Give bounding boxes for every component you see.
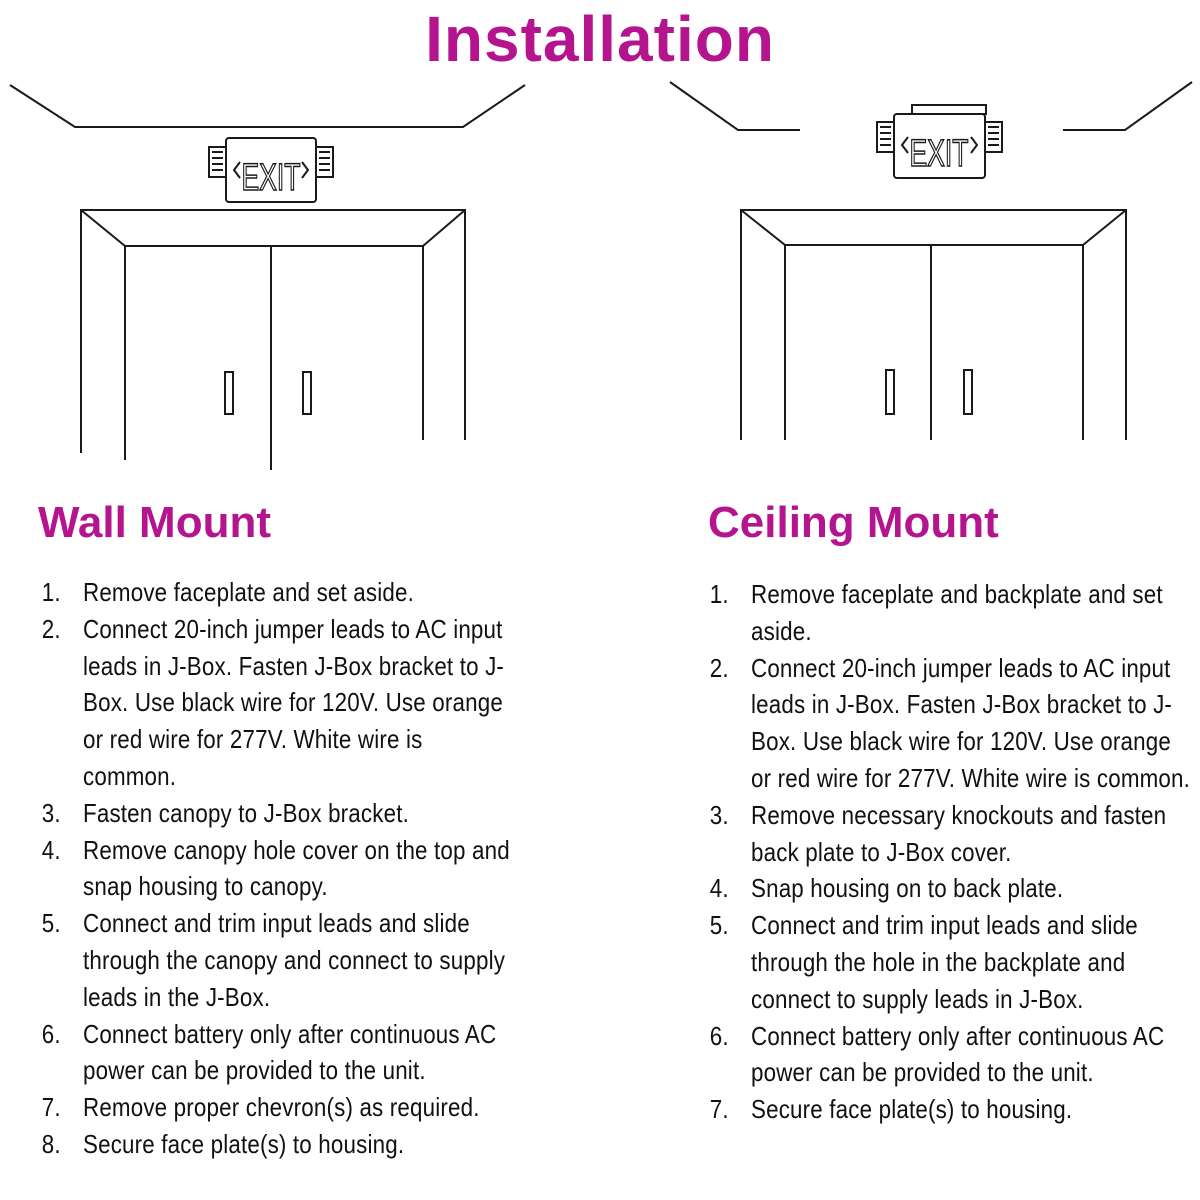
step-item bbox=[708, 1018, 1194, 1092]
step-number: 2. bbox=[709, 652, 729, 683]
ceiling-mount-illustration bbox=[670, 82, 1192, 440]
step-item bbox=[40, 832, 522, 906]
wall-exit-label: EXIT bbox=[241, 155, 301, 199]
wall-door bbox=[81, 210, 465, 470]
step-text: Snap housing on to back plate. bbox=[751, 873, 1064, 904]
step-text: Remove faceplate and set aside. bbox=[83, 577, 415, 607]
step-item bbox=[708, 576, 1194, 650]
wall-mount-illustration bbox=[10, 85, 525, 470]
installation-illustrations bbox=[0, 0, 1200, 480]
step-item bbox=[708, 1091, 1194, 1128]
ceiling-line-left bbox=[670, 82, 800, 130]
step-number: 7. bbox=[709, 1094, 729, 1125]
ceiling-exit-label: EXIT bbox=[909, 131, 969, 175]
step-text: Remove faceplate and backplate and set aside. bbox=[751, 579, 1163, 646]
step-text: Connect and trim input leads and slide through the canopy and connect to supply leads in the J-Box. bbox=[83, 908, 506, 1012]
wall-ceiling-line bbox=[10, 85, 525, 127]
step-number: 1. bbox=[709, 579, 729, 609]
step-item bbox=[40, 1126, 522, 1163]
ceiling-door bbox=[741, 210, 1126, 440]
step-text: Connect and trim input leads and slide through the hole in the backplate and connect to supply leads in J-Box. bbox=[751, 910, 1138, 1014]
step-number: 3. bbox=[41, 797, 61, 828]
step-item bbox=[40, 905, 522, 1015]
step-text: Fasten canopy to J-Box bracket. bbox=[83, 797, 409, 828]
wall-mount-heading: Wall Mount bbox=[38, 498, 271, 547]
step-number: 2. bbox=[41, 613, 61, 644]
step-item bbox=[708, 907, 1194, 1017]
step-item bbox=[40, 795, 522, 832]
step-number: 8. bbox=[41, 1128, 61, 1159]
step-number: 5. bbox=[41, 908, 61, 939]
step-number: 3. bbox=[709, 799, 729, 830]
ceiling-exit-sign bbox=[877, 105, 1002, 178]
step-number: 6. bbox=[41, 1018, 61, 1049]
step-item bbox=[40, 611, 522, 795]
step-item bbox=[708, 650, 1194, 797]
step-text: Remove necessary knockouts and fasten back plate to J-Box cover. bbox=[751, 799, 1167, 867]
step-text: Remove proper chevron(s) as required. bbox=[83, 1092, 480, 1123]
step-text: Connect 20-inch jumper leads to AC input leads in J-Box. Fasten J-Box bracket to J-Box. Use black wire for 120V. Use orange or red wire for 277V. White wire is common. bbox=[83, 613, 505, 791]
step-number: 4. bbox=[41, 834, 61, 865]
step-number: 7. bbox=[41, 1092, 61, 1123]
step-item bbox=[40, 1016, 522, 1090]
step-text: Connect battery only after continuous AC power can be provided to the unit. bbox=[751, 1020, 1165, 1088]
ceiling-mount-steps bbox=[708, 576, 1194, 1128]
step-text: Connect 20-inch jumper leads to AC input leads in J-Box. Fasten J-Box bracket to J-Box. Use black wire for 120V. Use orange or red wire for 277V. White wire is common. bbox=[751, 652, 1191, 793]
step-text: Connect battery only after continuous AC power can be provided to the unit. bbox=[83, 1018, 497, 1086]
ceiling-line-right bbox=[1063, 82, 1192, 130]
step-text: Secure face plate(s) to housing. bbox=[83, 1128, 405, 1159]
step-item bbox=[40, 1089, 522, 1126]
step-text: Remove canopy hole cover on the top and snap housing to canopy. bbox=[83, 834, 510, 902]
wall-exit-sign bbox=[209, 138, 333, 202]
wall-mount-steps bbox=[40, 574, 522, 1163]
step-number: 5. bbox=[709, 910, 729, 941]
step-text: Secure face plate(s) to housing. bbox=[751, 1094, 1073, 1125]
page-title: Installation bbox=[425, 3, 775, 75]
step-item bbox=[708, 797, 1194, 871]
ceiling-mount-heading: Ceiling Mount bbox=[708, 498, 999, 547]
step-number: 4. bbox=[709, 873, 729, 904]
step-item bbox=[40, 574, 522, 611]
step-item bbox=[708, 870, 1194, 907]
step-number: 1. bbox=[41, 577, 61, 607]
step-number: 6. bbox=[709, 1020, 729, 1051]
